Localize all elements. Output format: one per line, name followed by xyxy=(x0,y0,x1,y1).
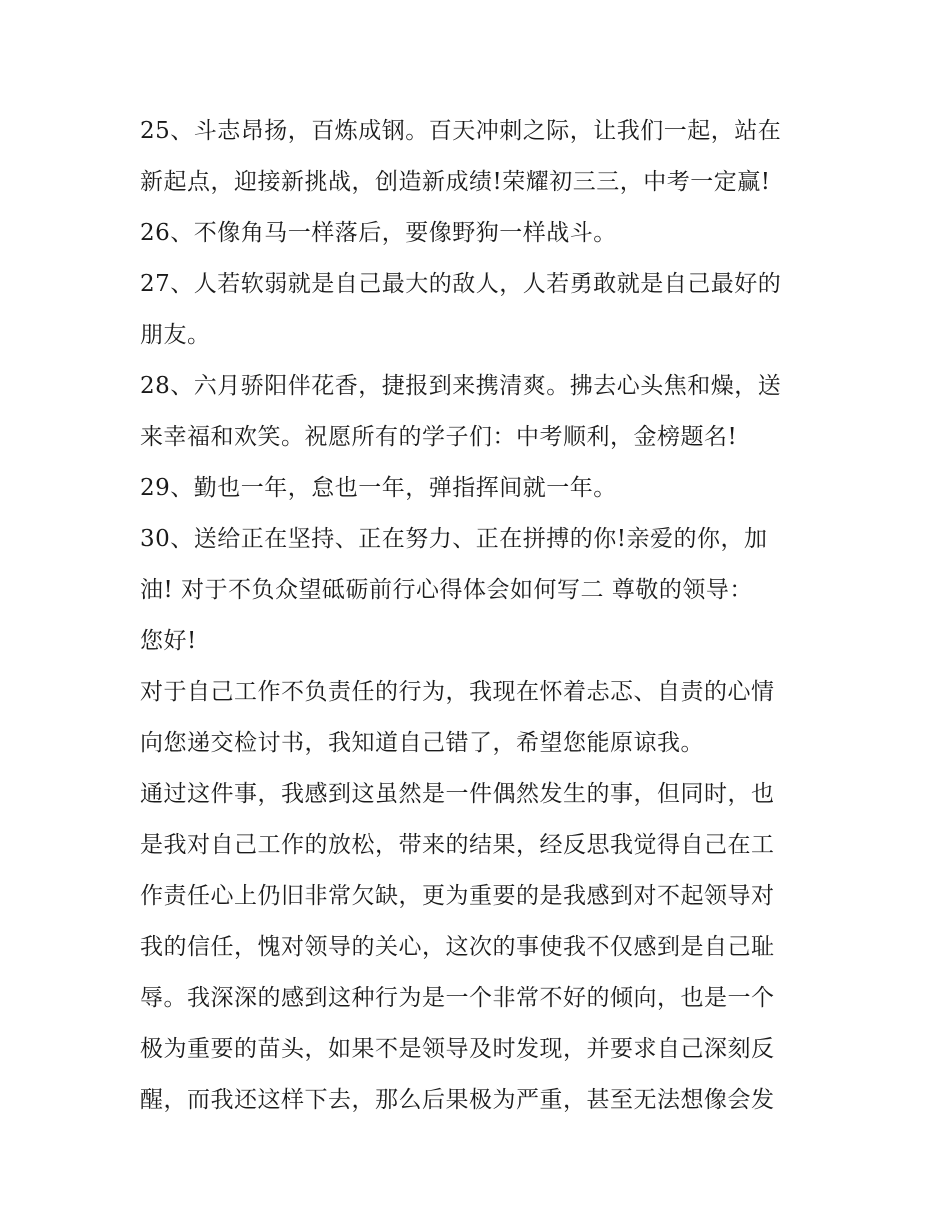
document-body xyxy=(140,106,820,1126)
text-line: 油! 对于不负众望砥砺前行心得体会如何写二 尊敬的领导： xyxy=(140,577,753,603)
text-line: 我的信任，愧对领导的关心，这次的事使我不仅感到是自己耻 xyxy=(140,934,775,960)
text-line: 是我对自己工作的放松，带来的结果，经反思我觉得自己在工 xyxy=(140,832,775,858)
text-line: 辱。我深深的感到这种行为是一个非常不好的倾向，也是一个 xyxy=(140,985,775,1011)
text-line: 27、人若软弱就是自己最大的敌人，人若勇敢就是自己最好的 xyxy=(140,271,782,297)
text-line: 极为重要的苗头，如果不是领导及时发现，并要求自己深刻反 xyxy=(140,1036,775,1062)
text-line: 通过这件事，我感到这虽然是一件偶然发生的事，但同时，也 xyxy=(140,781,775,807)
text-line: 29、勤也一年，怠也一年，弹指挥间就一年。 xyxy=(140,475,617,501)
text-line: 30、送给正在坚持、正在努力、正在拼搏的你!亲爱的你，加 xyxy=(140,526,768,552)
text-line: 28、六月骄阳伴花香，捷报到来携清爽。拂去心头焦和燥，送 xyxy=(140,373,782,399)
text-line: 向您递交检讨书，我知道自己错了，希望您能原谅我。 xyxy=(140,730,704,756)
text-line: 作责任心上仍旧非常欠缺，更为重要的是我感到对不起领导对 xyxy=(140,883,775,909)
text-line: 26、不像角马一样落后，要像野狗一样战斗。 xyxy=(140,220,617,246)
text-line: 新起点，迎接新挑战，创造新成绩!荣耀初三三，中考一定赢! xyxy=(140,169,771,195)
text-line: 对于自己工作不负责任的行为，我现在怀着忐忑、自责的心情 xyxy=(140,679,775,705)
text-line: 来幸福和欢笑。祝愿所有的学子们：中考顺利，金榜题名! xyxy=(140,424,738,450)
text-line: 25、斗志昂扬，百炼成钢。百天冲刺之际，让我们一起，站在 xyxy=(140,118,782,144)
text-line: 您好! xyxy=(140,628,197,654)
text-line: 醒，而我还这样下去，那么后果极为严重，甚至无法想像会发 xyxy=(140,1087,775,1113)
text-line: 朋友。 xyxy=(140,322,211,348)
